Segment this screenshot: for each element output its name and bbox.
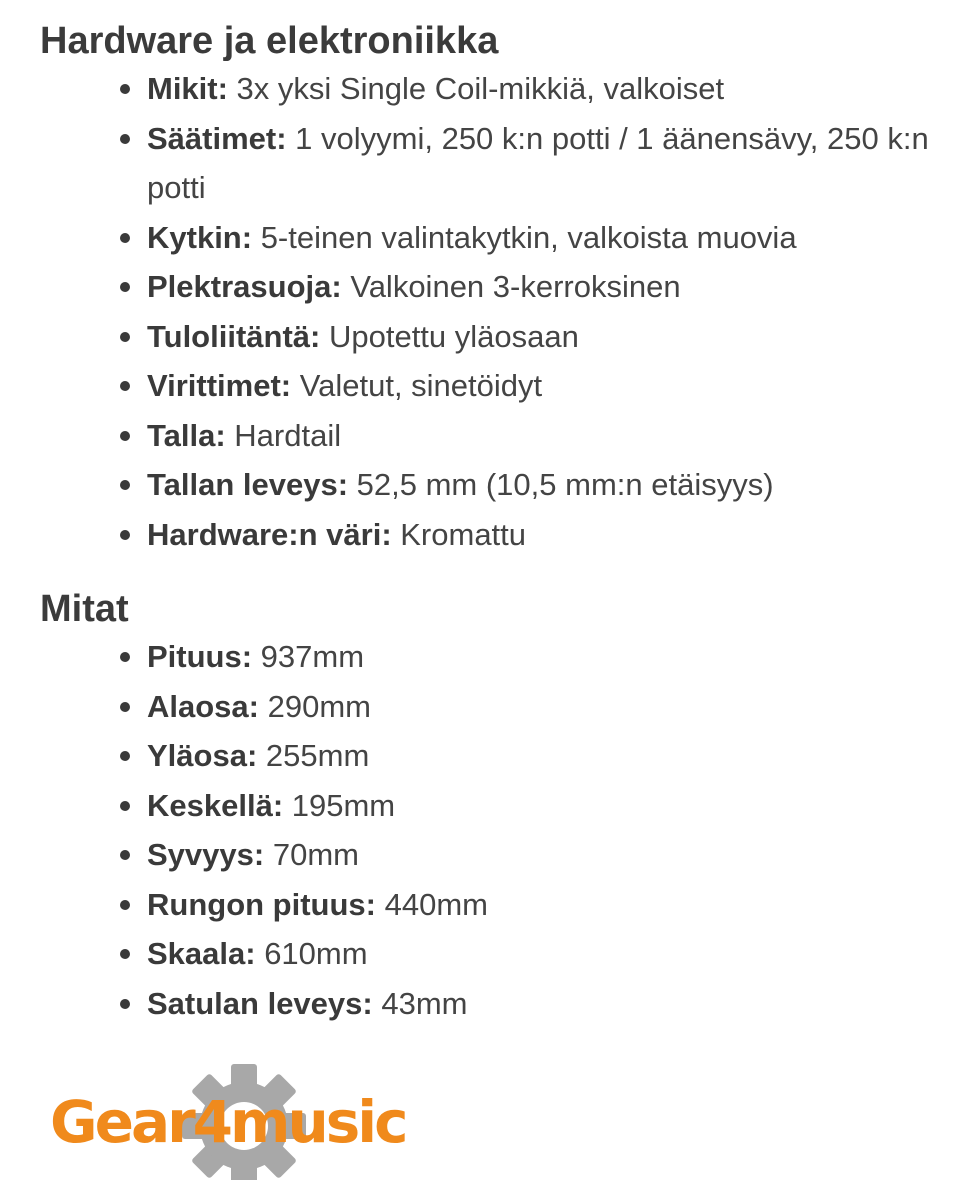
bullet-icon — [120, 801, 130, 811]
bullet-icon — [120, 480, 130, 490]
list-item — [40, 361, 940, 411]
spec-key: Skaala: — [147, 936, 256, 971]
spec-value: Valetut, sinetöidyt — [291, 368, 543, 403]
spec-key: Säätimet: — [147, 120, 287, 156]
section-title: Mitat — [40, 588, 129, 630]
list-item — [40, 262, 940, 312]
spec-value: Valkoinen 3-kerroksinen — [341, 269, 681, 304]
section-title: Hardware ja elektroniikka — [40, 20, 499, 62]
list-item — [40, 114, 940, 213]
bullet-icon — [120, 381, 130, 391]
gear4music-logo — [44, 1062, 424, 1180]
logo-text: Gear4music — [50, 1088, 406, 1156]
spec-key: Pituus: — [147, 639, 253, 674]
list-item — [40, 632, 940, 682]
spec-value: 255mm — [257, 738, 370, 773]
spec-key: Keskellä: — [147, 787, 284, 823]
spec-key: Plektrasuoja: — [147, 269, 342, 304]
bullet-icon — [120, 431, 130, 441]
list-item — [40, 880, 940, 930]
list-item — [40, 411, 940, 461]
bullet-icon — [120, 233, 130, 243]
bullet-icon — [120, 282, 130, 292]
bullet-icon — [120, 84, 130, 94]
spec-list — [40, 632, 940, 1028]
spec-key: Alaosa: — [147, 688, 259, 724]
spec-key: Hardware:n väri: — [147, 516, 392, 552]
spec-value: 290mm — [258, 688, 371, 724]
spec-value: 1 volyymi, 250 k:n potti / 1 äänensävy, 250 k:n potti — [147, 120, 929, 205]
spec-key: Tuloliitäntä: — [147, 318, 321, 354]
bullet-icon — [120, 900, 130, 910]
list-item — [40, 682, 940, 732]
spec-key: Syvyys: — [147, 837, 265, 872]
list-item — [40, 64, 940, 114]
spec-value: 610mm — [255, 936, 368, 971]
bullet-icon — [120, 999, 130, 1009]
spec-value: 440mm — [376, 886, 488, 922]
spec-value: Hardtail — [225, 417, 342, 453]
spec-key: Yläosa: — [147, 738, 258, 773]
spec-value: 5-teinen valintakytkin, valkoista muovia — [252, 219, 797, 255]
bullet-icon — [120, 530, 130, 540]
section-hardware — [40, 18, 940, 559]
bullet-icon — [120, 949, 130, 959]
list-item — [40, 312, 940, 362]
bullet-icon — [120, 702, 130, 712]
spec-key: Satulan leveys: — [147, 985, 373, 1021]
bullet-icon — [120, 332, 130, 342]
spec-list — [40, 64, 940, 559]
list-item — [40, 731, 940, 781]
spec-value: 195mm — [283, 787, 396, 823]
spec-value: 3x yksi Single Coil-mikkiä, valkoiset — [227, 71, 725, 106]
spec-key: Talla: — [147, 417, 226, 453]
list-item — [40, 979, 940, 1029]
spec-key: Kytkin: — [147, 219, 253, 255]
bullet-icon — [120, 850, 130, 860]
list-item — [40, 781, 940, 831]
spec-value: 937mm — [252, 639, 365, 674]
bullet-icon — [120, 751, 130, 761]
spec-value: 43mm — [372, 985, 468, 1021]
spec-value: 70mm — [264, 837, 359, 872]
spec-key: Rungon pituus: — [147, 886, 376, 922]
bullet-icon — [120, 134, 130, 144]
list-item — [40, 213, 940, 263]
list-item — [40, 510, 940, 560]
spec-key: Virittimet: — [147, 368, 292, 403]
spec-key: Tallan leveys: — [147, 467, 349, 502]
section-dimensions — [40, 586, 940, 1028]
list-item — [40, 830, 940, 880]
spec-value: Upotettu yläosaan — [320, 318, 579, 354]
spec-key: Mikit: — [147, 71, 228, 106]
spec-value: 52,5 mm (10,5 mm:n etäisyys) — [348, 467, 774, 502]
list-item — [40, 929, 940, 979]
spec-value: Kromattu — [391, 516, 527, 552]
list-item — [40, 460, 940, 510]
bullet-icon — [120, 652, 130, 662]
